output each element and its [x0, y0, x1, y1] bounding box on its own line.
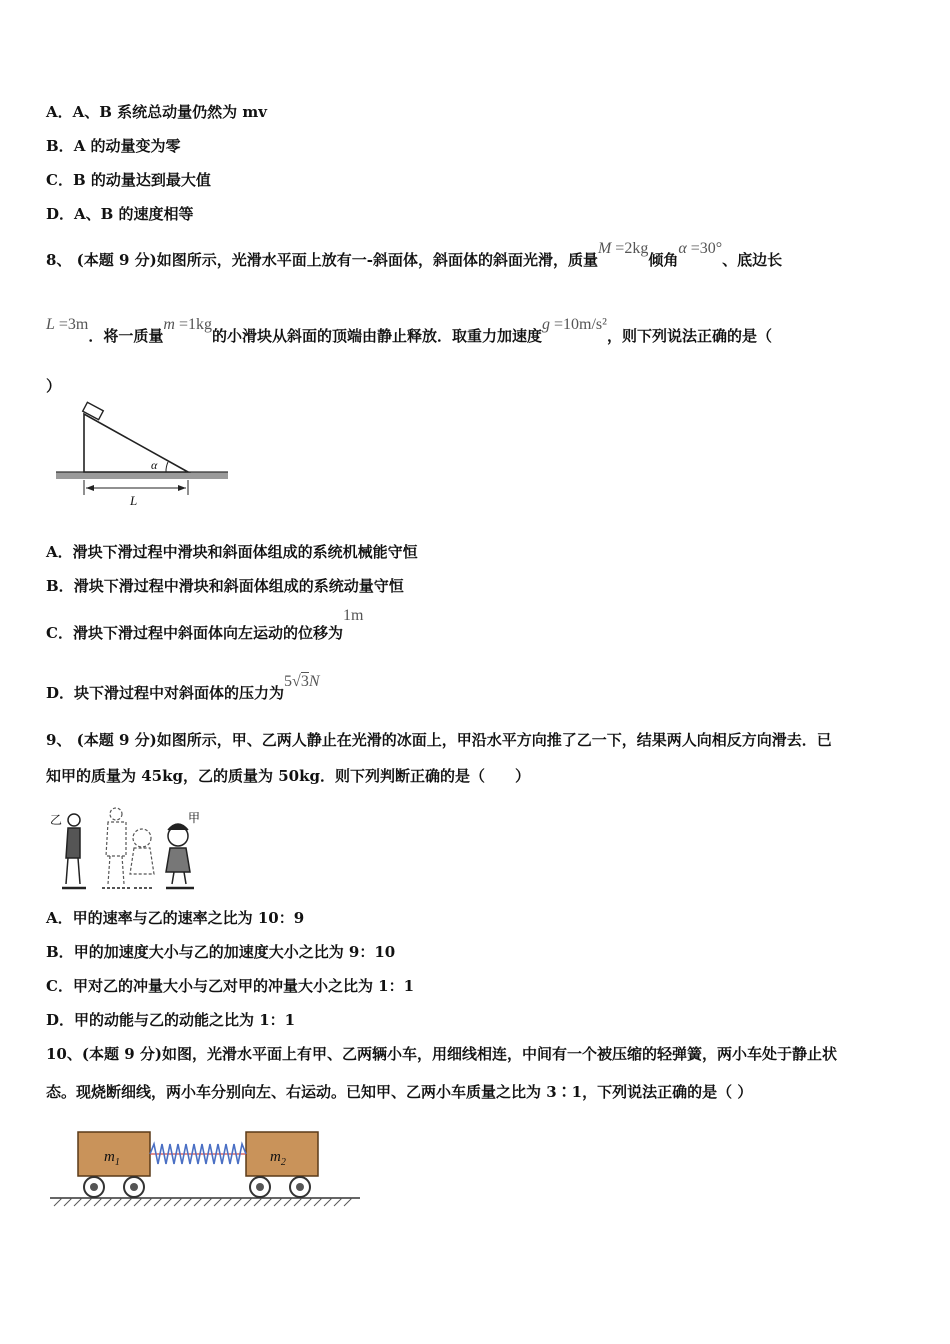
option-letter: D． [46, 684, 75, 702]
option-letter: B． [46, 577, 74, 595]
q8-incline-figure [54, 400, 234, 512]
q8-option-a [46, 542, 418, 562]
math-val-L: =3m [58, 316, 89, 333]
fig-alpha-label: α [151, 458, 158, 472]
cart-m2-wheel-right-hub [296, 1183, 304, 1191]
math-radicand: 3 [300, 673, 309, 690]
q8-close-paren: ） [46, 377, 62, 395]
option-letter: C． [46, 171, 73, 189]
person-jia-ghost [130, 829, 154, 888]
cart-m1-sub: 1 [114, 1157, 120, 1168]
q8-option-c [46, 607, 364, 644]
option-letter: D． [46, 1011, 75, 1029]
fig-label-yi: 乙 [50, 813, 63, 827]
q7-option-b [46, 136, 181, 156]
q10-stem-line2: 态。现烧断细线，两小车分别向左、右运动。已知甲、乙两小车质量之比为 3∶1，下列说法正确的是（ ） [46, 1083, 753, 1101]
q9-option-c [46, 976, 414, 996]
q8-stem-line1 [46, 240, 783, 271]
dim-arrow-right [178, 485, 186, 491]
math-val-M: =2kg [615, 240, 649, 257]
cart-m2-wheel-left-hub [256, 1183, 264, 1191]
math-unit: N [308, 673, 320, 690]
option-text: B 的动量达到最大值 [72, 171, 211, 189]
q8-math-mass [598, 240, 648, 257]
q8-stem-line2 [46, 316, 772, 347]
option-text: 甲的速率与乙的速率之比为 10：9 [72, 909, 305, 927]
option-text: 块下滑过程中对斜面体的压力为 [74, 684, 285, 702]
option-text: 滑块下滑过程中斜面体向左运动的位移为 [72, 624, 343, 642]
math-val-alpha: =30° [690, 240, 723, 257]
q9-option-d [46, 1010, 295, 1030]
math-val-m: =1kg [178, 316, 212, 333]
cart-m1-wheel-left-hub [90, 1183, 98, 1191]
q9-option-a [46, 908, 304, 928]
option-text: A、B 系统总动量仍然为 mv [72, 103, 267, 121]
q8-option-b [46, 576, 404, 596]
ground-surface [56, 472, 228, 479]
option-text: A、B 的速度相等 [74, 205, 194, 223]
q9-stem-line1: 9、 (本题 9 分)如图所示，甲、乙两人静止在光滑的冰面上，甲沿水平方向推了乙一下，结果两人向相反方向滑去．已 [46, 731, 832, 749]
math-var-g: g [542, 316, 550, 333]
q8-mid2: 、底边长 [722, 251, 783, 269]
q8-option-d-math: 5√3N [284, 673, 320, 690]
q8-math-gravity [542, 316, 607, 333]
option-letter: C． [46, 624, 73, 642]
dim-arrow-left [86, 485, 94, 491]
q9-skaters-figure [50, 800, 210, 896]
option-text: 甲对乙的冲量大小与乙对甲的冲量大小之比为 1：1 [72, 977, 415, 995]
person-yi [62, 814, 86, 888]
math-var-alpha: α [678, 240, 687, 257]
math-coef: 5 [284, 673, 293, 690]
option-text: 滑块下滑过程中滑块和斜面体组成的系统机械能守恒 [72, 543, 418, 561]
q8-math-small-mass [163, 316, 212, 333]
q8-mid1: 倾角 [648, 251, 679, 269]
q9-option-b [46, 942, 395, 962]
cart-m1-var: m [104, 1149, 115, 1165]
math-var-L: L [46, 316, 55, 333]
option-letter: A． [46, 103, 73, 121]
option-letter: B． [46, 137, 74, 155]
q7-option-c [46, 170, 211, 190]
q7-option-d [46, 204, 194, 224]
math-val-g: =10m/s² [554, 316, 607, 333]
option-letter: B． [46, 943, 74, 961]
q8-math-length [46, 316, 88, 333]
math-var-M: M [597, 240, 612, 257]
option-text: 滑块下滑过程中滑块和斜面体组成的系统动量守恒 [73, 577, 404, 595]
q7-option-a [46, 102, 267, 122]
fig-L-label: L [130, 493, 138, 508]
option-letter: D． [46, 205, 75, 223]
option-letter: A． [46, 909, 73, 927]
math-var-m: m [163, 316, 175, 333]
cart-m2-var: m [270, 1149, 281, 1165]
option-letter: A． [46, 543, 73, 561]
q8-lead: 8、 (本题 9 分)如图所示，光滑水平面上放有一-斜面体，斜面体的斜面光滑，质量 [46, 251, 598, 269]
option-text: 甲的加速度大小与乙的加速度大小之比为 9：10 [73, 943, 396, 961]
person-jia [166, 824, 194, 888]
q8-math-angle [678, 240, 722, 257]
q8-option-d [46, 673, 320, 704]
person-yi-ghost [102, 808, 132, 888]
cart-m2-body [246, 1132, 318, 1176]
incline-body [84, 414, 188, 472]
q8-mid5: ，则下列说法正确的是（ [606, 327, 772, 345]
option-text: 甲的动能与乙的动能之比为 1：1 [74, 1011, 296, 1029]
q10-stem-line1: 10、(本题 9 分)如图，光滑水平面上有甲、乙两辆小车，用细线相连，中间有一个被压缩的轻弹簧，两小车处于静止状 [46, 1045, 837, 1063]
q8-option-c-math: 1m [342, 607, 364, 624]
cart-m2-sub: 2 [280, 1157, 286, 1168]
q8-mid4: 的小滑块从斜面的顶端由静止释放．取重力加速度 [211, 327, 542, 345]
q10-carts-figure [48, 1124, 364, 1216]
fig-label-jia: 甲 [188, 811, 201, 825]
option-text: A 的动量变为零 [73, 137, 181, 155]
ground-hatching [54, 1198, 352, 1206]
option-letter: C． [46, 977, 73, 995]
cart-m1-wheel-right-hub [130, 1183, 138, 1191]
q9-stem-line2: 知甲的质量为 45kg，乙的质量为 50kg．则下列判断正确的是（ ） [46, 767, 530, 785]
q8-mid3: ．将一质量 [88, 327, 164, 345]
